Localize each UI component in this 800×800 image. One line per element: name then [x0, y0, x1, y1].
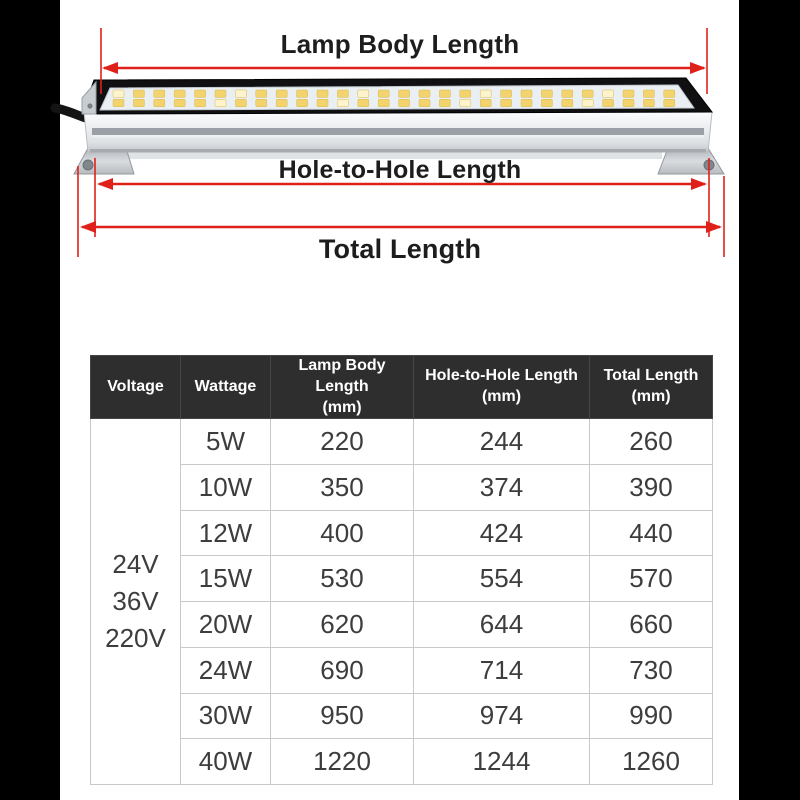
total-length-cell: 1260	[590, 739, 713, 785]
wattage-cell: 12W	[181, 510, 271, 556]
lamp-body-length-cell: 950	[271, 693, 414, 739]
spec-table	[90, 355, 713, 785]
hole-to-hole-length-cell: 554	[414, 556, 590, 602]
lamp-body-length-cell: 690	[271, 647, 414, 693]
header-lamp-body-length: Lamp Body Length (mm)	[271, 356, 414, 419]
lamp-body-length-cell: 400	[271, 510, 414, 556]
total-length-cell: 260	[590, 419, 713, 465]
table-row	[91, 602, 713, 648]
table-row	[91, 556, 713, 602]
wattage-cell: 40W	[181, 739, 271, 785]
hole-to-hole-length-cell: 244	[414, 419, 590, 465]
hole-to-hole-length-cell: 424	[414, 510, 590, 556]
lamp-body-length-label: Lamp Body Length	[280, 29, 520, 59]
total-length-cell: 440	[590, 510, 713, 556]
table-row	[91, 739, 713, 785]
hole-to-hole-length-cell: 644	[414, 602, 590, 648]
header-total-length: Total Length (mm)	[590, 356, 713, 419]
total-length-cell: 390	[590, 465, 713, 511]
lamp-body-length-cell: 620	[271, 602, 414, 648]
voltage-cell	[91, 419, 181, 785]
header-hole-to-hole-length: Hole-to-Hole Length (mm)	[414, 356, 590, 419]
body-bottom-edge	[90, 149, 706, 153]
front-face-groove	[92, 128, 704, 135]
hole-to-hole-length-cell: 714	[414, 647, 590, 693]
table-row	[91, 693, 713, 739]
spec-table-header	[91, 356, 713, 419]
total-length-cell: 730	[590, 647, 713, 693]
spec-table-body	[91, 419, 713, 785]
wattage-cell: 5W	[181, 419, 271, 465]
hole-to-hole-length-label: Hole-to-Hole Length	[278, 156, 522, 184]
end-cap-screw	[87, 103, 92, 108]
wattage-cell: 15W	[181, 556, 271, 602]
lamp-body-length-cell: 1220	[271, 739, 414, 785]
wattage-cell: 24W	[181, 647, 271, 693]
total-length-cell: 660	[590, 602, 713, 648]
wattage-cell: 10W	[181, 465, 271, 511]
total-length-cell: 990	[590, 693, 713, 739]
total-length-cell: 570	[590, 556, 713, 602]
hole-to-hole-length-cell: 374	[414, 465, 590, 511]
hole-to-hole-length-cell: 1244	[414, 739, 590, 785]
table-row	[91, 465, 713, 511]
hole-to-hole-length-cell: 974	[414, 693, 590, 739]
lamp-body-length-cell: 530	[271, 556, 414, 602]
voltage-option: 24V	[112, 549, 159, 580]
table-row	[91, 510, 713, 556]
voltage-option: 220V	[105, 623, 166, 654]
lamp-body-length-cell: 220	[271, 419, 414, 465]
wattage-cell: 30W	[181, 693, 271, 739]
header-voltage: Voltage	[91, 356, 181, 419]
lamp-body-length-cell: 350	[271, 465, 414, 511]
table-row	[91, 419, 713, 465]
voltage-option: 36V	[112, 586, 159, 617]
wattage-cell: 20W	[181, 602, 271, 648]
left-end-cap	[82, 82, 96, 114]
total-length-label: Total Length	[318, 234, 482, 264]
header-wattage: Wattage	[181, 356, 271, 419]
table-row	[91, 647, 713, 693]
